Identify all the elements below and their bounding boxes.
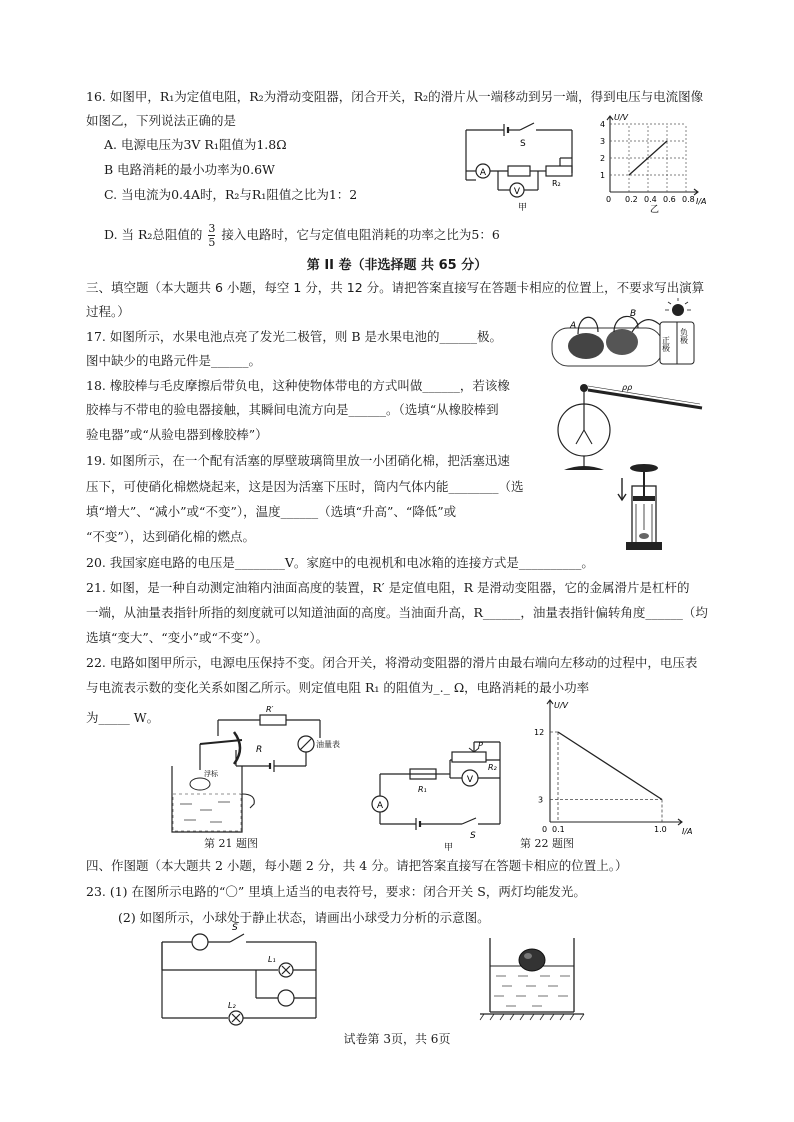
q16-switch-label: S [520,139,526,149]
q22-switch-label: S [470,831,476,841]
section4-header: 四、作图题（本大题共 2 小题，每小题 2 分，共 4 分。请把答案直接写在答题卡相应的位置上。） [86,858,628,873]
q23-switch-label: S [232,923,238,933]
q22-chart-xtick-1-0: 1.0 [654,825,667,834]
q22-chart-xtick-0-1: 0.1 [552,825,565,834]
q21-line3: 选填“变大”、“变小”或“不变”）。 [86,630,269,645]
q23-circuit-figure [160,923,330,1032]
q19-line1: 19. 如图所示，在一个配有活塞的厚壁玻璃筒里放一小团硝化棉，把活塞迅速 [86,453,510,468]
q23-line1: 23. (1) 在图所示电路的“〇” 里填上适当的电表符号，要求：闭合开关 S，两灯均能发光。 [86,884,586,899]
q17-fruit-battery-figure [548,298,708,370]
q22-chart-ytick-3: 3 [538,795,544,805]
q16-r2-label: R₂ [552,179,561,188]
q22-chart-xlabel: I/A [682,827,693,836]
q16-ammeter-label: A [479,168,487,178]
q23-l2-label: L₂ [228,1001,236,1010]
section3-header-line2: 过程。） [86,304,130,319]
q22-chart-origin-label: 0 [542,825,548,834]
q18-line3: 验电器”或“从验电器到橡胶棒”） [86,427,268,442]
q16-voltmeter-label: V [513,187,521,197]
q16-d-suffix: 接入电路时，它与定值电阻消耗的功率之比为5：6 [221,227,500,242]
q16-circuit-figure [460,118,580,213]
q21-oil-gauge-figure [170,704,350,844]
q16-ui-chart [590,112,710,215]
q16-chart-ytick: 1 [600,171,606,180]
q16-option-b: B 电路消耗的最小功率为0.6W [104,162,275,177]
part2-title: 第 II 卷（非选择题 共 65 分） [306,258,488,273]
q22-circuit-figure [370,738,520,853]
q19-line3: 填“增大”、“减小”或“不变”），温度______（选填“升高”、“降低”或 [86,504,457,519]
q21-r-label: R [256,745,263,755]
q21-meter-label: 油量表 [316,740,340,749]
q22-fig-jia-caption: 甲 [444,843,454,853]
q17-label-a: A [570,321,577,331]
q17-line1: 17. 如图所示，水果电池点亮了发光二极管，则 B 是水果电池的______极。 [86,329,502,344]
q17-label-negative: 负极 [679,328,689,344]
q19-piston-cylinder-figure [614,460,674,552]
q22-r1-label: R₁ [418,785,427,794]
q16-option-a: A. 电源电压为3V R₁阻值为1.8Ω [104,137,287,152]
q16-stem-line2: 如图乙，下列说法正确的是 [86,113,237,128]
q16-chart-ytick: 2 [600,154,606,163]
q22-voltmeter-label: V [466,775,474,785]
page-footer: 试卷第 3页，共 6页 [343,1032,451,1046]
q20-line1: 20. 我国家庭电路的电压是________V。家庭中的电视机和电冰箱的连接方式是__________。 [86,555,594,570]
q22-line1: 22. 电路如图甲所示，电源电压保持不变。闭合开关，将滑动变阻器的滑片由最右端向左移动的过程中，电压表 [86,655,698,670]
q16-d-numerator: 3 [208,222,216,235]
q21-figure-caption: 第 21 题图 [204,837,258,850]
q17-label-b: B [630,309,637,319]
q22-chart-ylabel: U/V [554,701,569,710]
q22-chart-series-line [558,732,662,800]
q16-stem-line1: 16. 如图甲，R₁为定值电阻，R₂为滑动变阻器，闭合开关，R₂的滑片从一端移动到另一端，得到电压与电流图像 [86,89,704,104]
q23-l1-label: L₁ [268,955,276,964]
q21-float-label: 浮标 [204,770,218,778]
q16-fig-yi-caption: 乙 [650,205,660,215]
q16-chart-xtick: 0.2 [625,195,638,204]
q16-chart-xtick: 0 [606,195,612,204]
q22-line3: 为_____ W。 [86,710,160,725]
q16-d-prefix: D. 当 R₂总阻值的 [104,227,203,242]
q18-line2: 胶棒与不带电的验电器接触，其瞬间电流方向是______。（选填“从橡胶棒到 [86,402,499,417]
q16-option-c: C. 当电流为0.4A时，R₂与R₁阻值之比为1：2 [104,187,358,202]
q16-fig-jia-caption: 甲 [518,203,528,213]
svg-text:ρρ: ρρ [622,383,633,392]
q16-chart-xlabel: I/A [696,197,707,206]
q17-label-positive: 正极 [661,336,671,352]
q16-d-denominator: 5 [208,236,216,249]
q21-line2: 一端，从油量表指针所指的刻度就可以知道油面的高度。当油面升高，R______，油量表指针偏转角度______（均 [86,605,708,620]
q16-chart-ytick: 3 [600,137,606,146]
q17-line2: 图中缺少的电路元件是______。 [86,353,262,368]
q22-chart-ytick-12: 12 [534,728,545,737]
q21-rprime-label: R′ [266,705,274,714]
q22-r2-label: R₂ [488,763,497,772]
q16-chart-xtick: 0.4 [644,195,657,204]
q22-figure-caption: 第 22 题图 [520,837,574,850]
section3-header-line1: 三、填空题（本大题共 6 小题，每空 1 分，共 12 分。请把答案直接写在答题卡相应的位置上，不要求写出演算 [86,280,705,295]
q22-ammeter-label: A [376,801,384,811]
q18-line1: 18. 橡胶棒与毛皮摩擦后带负电，这种使物体带电的方式叫做______，若该橡 [86,378,510,393]
q23-ball-in-water-figure [478,936,588,1026]
q23-line2: (2) 如图所示，小球处于静止状态，请画出小球受力分析的示意图。 [118,910,490,925]
q16-chart-ytick: 4 [600,120,606,129]
q22-slider-p-label: P [478,741,483,750]
q16-chart-xtick: 0.6 [663,195,676,204]
q22-line2: 与电流表示数的变化关系如图乙所示。则定值电阻 R₁ 的阻值为_._ Ω，电路消耗的最小功率 [86,680,590,695]
q21-line1: 21. 如图，是一种自动测定油箱内油面高度的装置，R′ 是定值电阻，R 是滑动变阻器，它的金属滑片是杠杆的 [86,580,690,595]
q19-line4: “不变”），达到硝化棉的燃点。 [86,529,256,544]
q16-chart-ylabel: U/V [614,113,629,122]
q19-line2: 压下，可使硝化棉燃烧起来，这是因为活塞下压时，筒内气体内能________（选 [86,479,524,494]
q16-option-d [104,222,500,249]
q22-ui-chart [530,698,710,838]
q16-chart-xtick: 0.8 [682,195,695,204]
